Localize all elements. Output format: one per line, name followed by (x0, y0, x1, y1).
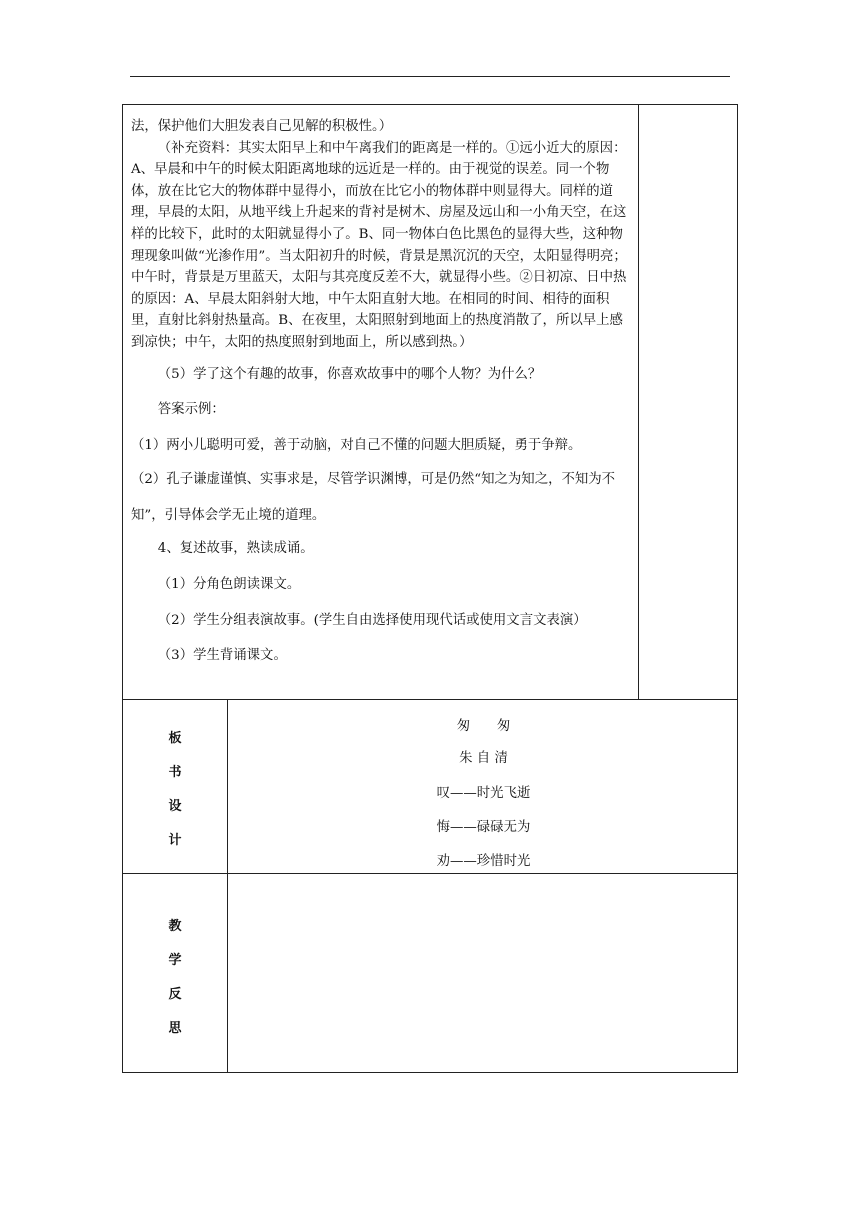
paragraph-1: 法，保护他们大胆发表自己见解的积极性。） (131, 119, 393, 134)
paragraph-step-4-3: （3）学生背诵课文。 (157, 648, 287, 664)
lesson-table (122, 104, 738, 1073)
board-design-content (228, 699, 739, 873)
board-label-char: 板 (168, 731, 182, 746)
board-line-2: 悔——碌碌无为 (436, 820, 531, 835)
board-line-3: 劝——珍惜时光 (436, 854, 531, 869)
paragraph-answer-2: （2）孔子谦虚谨慎、实事求是，尽管学识渊博，可是仍然“知之为知之，不知为不知”，引导体会学无止境的道理。 (131, 472, 616, 524)
paragraph-step-4: 4、复述故事，熟读成诵。 (157, 541, 314, 557)
paragraph-step-4-2: （2）学生分组表演故事。(学生自由选择使用现代话或使用文言文表演） (157, 612, 587, 628)
paragraph-step-4-1: （1）分角色朗读课文。 (157, 576, 301, 592)
paragraph-supplement: （补充资料：其实太阳早上和中午离我们的距离是一样的。①远小近大的原因：A、早晨和中午的时候太阳距离地球的远近是一样的。由于视觉的误差。同一个物体，放在比它大的物体群中显得小，而放在比它小的物体群中则显得大。同样的道理，早晨的太阳，从地平线上升起来的背衬是树木、房屋及远山和一小角天空，在这样的比较下，此时的太阳就显得小了。B、同一物体白色比黑色的显得大些，这种物理现象叫做“光渗作用”。当太阳初升的时候，背景是黑沉沉的天空，太阳显得明亮；中午时，背景是万里蓝天，太阳与其亮度反差不大，就显得小些。②日初凉、日中热的原因：A、早晨太阳斜射大地，中午太阳直射大地。在相同的时间、相待的面积里，直射比斜射热量高。B、在夜里，太阳照射到地面上的热度消散了，所以早上感到凉快；中午，太阳的热度照射到地面上，所以感到热。） (131, 140, 627, 350)
board-label-char: 计 (168, 833, 182, 848)
paragraph-answer-1: （1）两小儿聪明可爱，善于动脑，对自己不懂的问题大胆质疑，勇于争辩。 (131, 437, 582, 453)
paragraph-question-5: （5）学了这个有趣的故事，你喜欢故事中的哪个人物？为什么？ (157, 366, 542, 382)
reflection-label-char: 反 (168, 987, 182, 1002)
board-author: 朱 自 清 (459, 751, 508, 766)
reflection-label-char: 思 (168, 1021, 182, 1036)
right-column-divider (638, 105, 639, 699)
board-label-char: 书 (168, 765, 182, 780)
board-label-char: 设 (168, 799, 182, 814)
lesson-content (131, 116, 631, 667)
paragraph-answer-heading: 答案示例： (157, 402, 225, 418)
board-line-1: 叹——时光飞逝 (436, 786, 531, 801)
board-design-label (123, 727, 227, 863)
header-rule (130, 76, 730, 77)
reflection-label (123, 915, 227, 1051)
reflection-label-char: 教 (168, 919, 182, 934)
reflection-label-char: 学 (168, 953, 182, 968)
row-divider-2 (123, 873, 737, 874)
board-title: 匆 匆 (456, 719, 511, 734)
